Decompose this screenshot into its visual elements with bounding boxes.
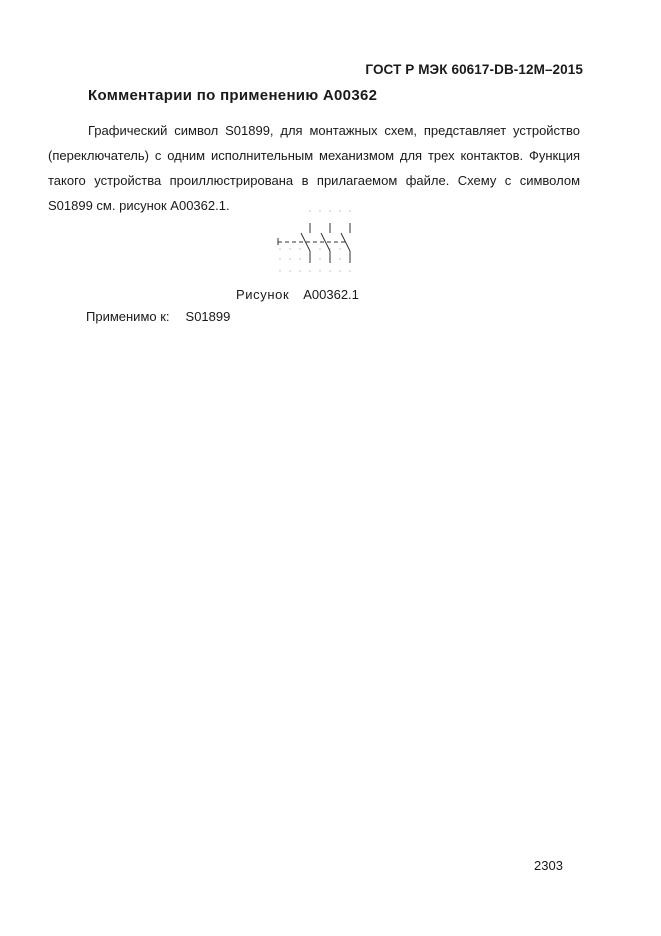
caption-number: A00362.1 — [303, 287, 359, 302]
applies-to-value: S01899 — [185, 309, 231, 324]
figure-caption — [236, 287, 359, 302]
document-header: ГОСТ Р МЭК 60617-DB-12M–2015 — [365, 62, 583, 77]
applies-to — [86, 309, 230, 324]
caption-label: Рисунок — [236, 287, 290, 302]
applies-to-label: Применимо к: — [86, 309, 170, 324]
paragraph-text: Графический символ S01899, для монтажных схем, представляет устройство (переключатель) с одним исполнительным механизмом для трех контактов. Функция такого устройства проиллюстрирована в прилагаемом файле. Схему с символом S01899 см. рисунок A00362.1. — [48, 123, 580, 213]
three-contact-switch-icon — [270, 205, 360, 275]
page-number: 2303 — [534, 858, 563, 873]
section-title: Комментарии по применению A00362 — [88, 87, 378, 104]
switch-diagram-figure — [270, 205, 360, 275]
body-paragraph — [48, 118, 580, 218]
